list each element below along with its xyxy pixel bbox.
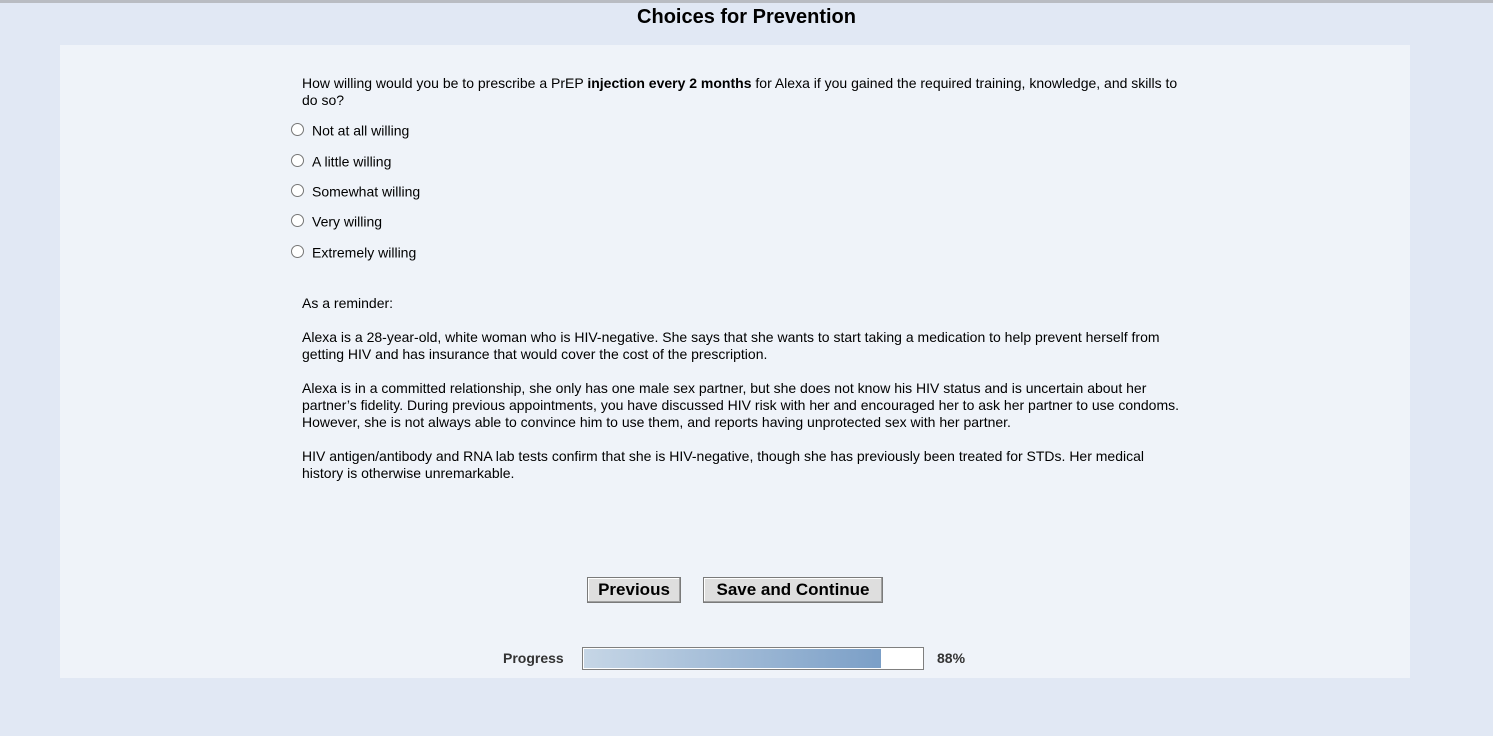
reminder-section <box>302 295 1182 499</box>
reminder-paragraph: HIV antigen/antibody and RNA lab tests confirm that she is HIV-negative, though she has previously been treated for STDs. Her medical history is otherwise unremarkable. <box>302 448 1145 481</box>
question-text-emphasis: injection every 2 months <box>587 75 752 91</box>
previous-button[interactable]: Previous <box>587 577 681 603</box>
progress-bar <box>582 647 924 670</box>
option-label: A little willing <box>312 153 392 170</box>
radio-button[interactable] <box>291 154 304 167</box>
page-title: Choices for Prevention <box>637 6 856 28</box>
radio-button[interactable] <box>291 245 304 258</box>
progress-value: 88% <box>937 650 966 666</box>
progress-label: Progress <box>503 650 564 666</box>
option-label: Extremely willing <box>312 244 417 261</box>
option-a-little-willing[interactable] <box>291 150 391 170</box>
option-somewhat-willing[interactable] <box>291 180 420 200</box>
option-label: Not at all willing <box>312 122 410 139</box>
reminder-paragraph: Alexa is a 28-year-old, white woman who is HIV-negative. She says that she wants to start taking a medication to help prevent herself from getting HIV and has insurance that would cover the cost of the prescription. <box>302 329 1160 362</box>
question-text-end: for Alexa if you gained the required training, knowledge, and skills to do so? <box>302 75 1178 108</box>
question-text-start: How willing would you be to prescribe a PrEP <box>302 75 588 91</box>
option-label: Somewhat willing <box>312 183 421 200</box>
option-not-at-all-willing[interactable] <box>291 119 409 139</box>
save-and-continue-button[interactable]: Save and Continue <box>703 577 883 603</box>
progress-bar-fill <box>584 649 881 668</box>
radio-button[interactable] <box>291 123 304 136</box>
radio-button[interactable] <box>291 184 304 197</box>
option-very-willing[interactable] <box>291 210 382 230</box>
reminder-paragraph: Alexa is in a committed relationship, she only has one male sex partner, but she does not know his HIV status and is uncertain about her partner’s fidelity. During previous appointments, you have discussed HIV risk with her and encouraged her to ask her partner to use condoms. However, she is not always able to convince him to use them, and reports having unprotected sex with her partner. <box>302 380 1180 430</box>
reminder-heading: As a reminder: <box>302 295 394 311</box>
radio-button[interactable] <box>291 214 304 227</box>
survey-panel <box>60 45 1410 678</box>
top-divider <box>0 0 1493 3</box>
option-extremely-willing[interactable] <box>291 241 416 261</box>
question-text <box>302 75 1182 109</box>
option-label: Very willing <box>312 213 383 230</box>
